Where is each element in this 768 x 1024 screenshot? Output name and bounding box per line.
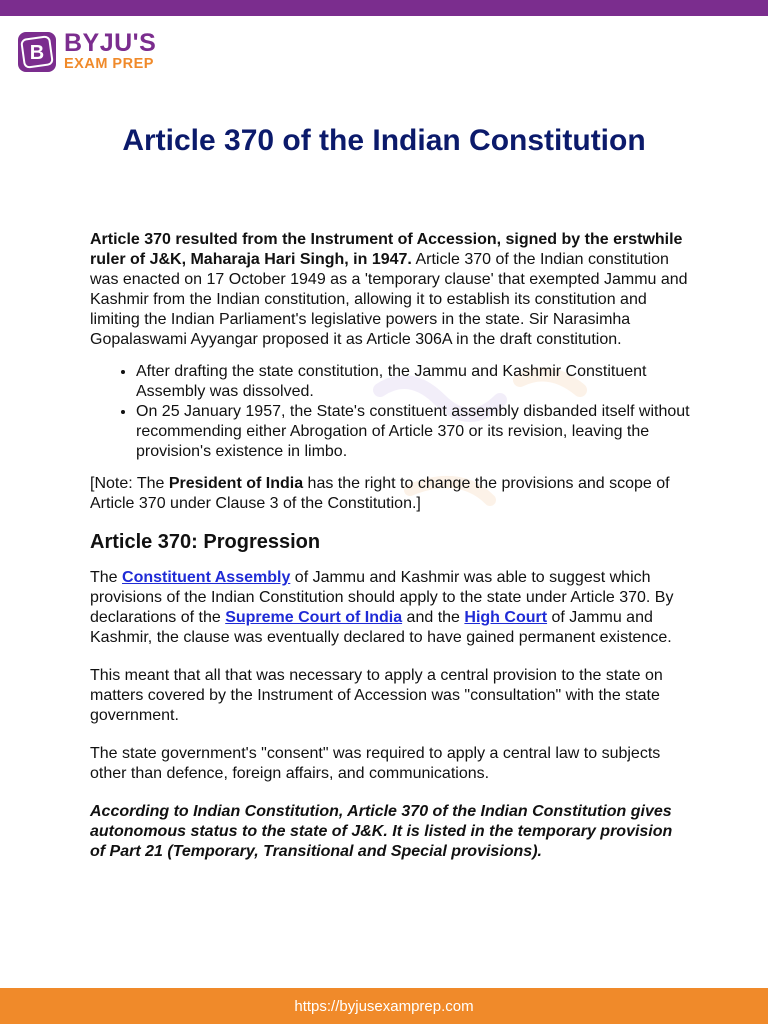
consent-paragraph: The state government's "consent" was required to apply a central law to subjects other than defence, foreign affairs, and communications. bbox=[90, 745, 661, 782]
progression-paragraph bbox=[90, 568, 690, 648]
consultation-paragraph: This meant that all that was necessary to apply a central provision to the state on matters covered by the Instrument of Accession was "consultation" with the state government. bbox=[90, 667, 663, 724]
note-prefix: [Note: The bbox=[90, 475, 169, 492]
top-color-bar bbox=[0, 0, 768, 16]
page-title: Article 370 of the Indian Constitution bbox=[122, 124, 646, 157]
brand-logo[interactable] bbox=[18, 26, 198, 76]
progression-text: and the bbox=[402, 609, 465, 626]
constituent-assembly-link[interactable]: Constituent Assembly bbox=[122, 569, 291, 586]
progression-text: of Jammu and Kashmir, the clause was eventually declared to have gained permanent existence. bbox=[90, 609, 672, 646]
footer-url-link[interactable]: https://byjusexamprep.com bbox=[294, 997, 474, 1015]
logo-mark-letter: B bbox=[29, 42, 45, 64]
brand-tagline: EXAM PREP bbox=[64, 56, 154, 72]
note-suffix: has the right to change the provisions and scope of Article 370 under Clause 3 of the Constitution.] bbox=[90, 475, 670, 512]
article-body bbox=[90, 230, 690, 862]
intro-text: Article 370 of the Indian constitution was enacted on 17 October 1949 as a 'temporary clause' that exempted Jammu and Kashmir from the Indian constitution, allowing it to establish its constitution and limiting the Indian Parliament's legislative powers in the state. Sir Narasimha Gopalaswami Ayyangar proposed it as Article 306A in the draft constitution. bbox=[90, 251, 688, 348]
brand-name: BYJU'S bbox=[64, 29, 157, 57]
intro-bold-text: Article 370 resulted from the Instrument of Accession, signed by the erstwhile ruler of J&K, Maharaja Hari Singh, in 1947. bbox=[90, 231, 683, 268]
note-paragraph bbox=[90, 474, 690, 514]
footer-bar bbox=[0, 988, 768, 1024]
progression-text: The bbox=[90, 569, 123, 586]
byjus-logo-icon bbox=[18, 32, 56, 72]
intro-paragraph bbox=[90, 230, 690, 350]
high-court-link[interactable]: High Court bbox=[464, 609, 548, 626]
autonomous-status-paragraph: According to Indian Constitution, Article 370 of the Indian Constitution gives autonomous status to the state of J&K. It is listed in the temporary provision of Part 21 (Temporary, Transitional and Special provisions). bbox=[90, 803, 673, 860]
list-item: • After drafting the state constitution, the Jammu and Kashmir Constituent Assembly was dissolved. bbox=[136, 362, 690, 402]
bullet-list bbox=[90, 362, 690, 462]
list-item: • On 25 January 1957, the State's constituent assembly disbanded itself without recommending either Abrogation of Article 370 or its revision, leaving the provision's existence in limbo. bbox=[136, 402, 690, 462]
section-heading: Article 370: Progression bbox=[90, 531, 321, 553]
note-bold: President of India bbox=[168, 475, 304, 492]
progression-text: of Jammu and Kashmir was able to suggest which provisions of the Indian Constitution should apply to the state under Article 370. By declarations of the bbox=[90, 569, 674, 626]
supreme-court-link[interactable]: Supreme Court of India bbox=[225, 609, 403, 626]
